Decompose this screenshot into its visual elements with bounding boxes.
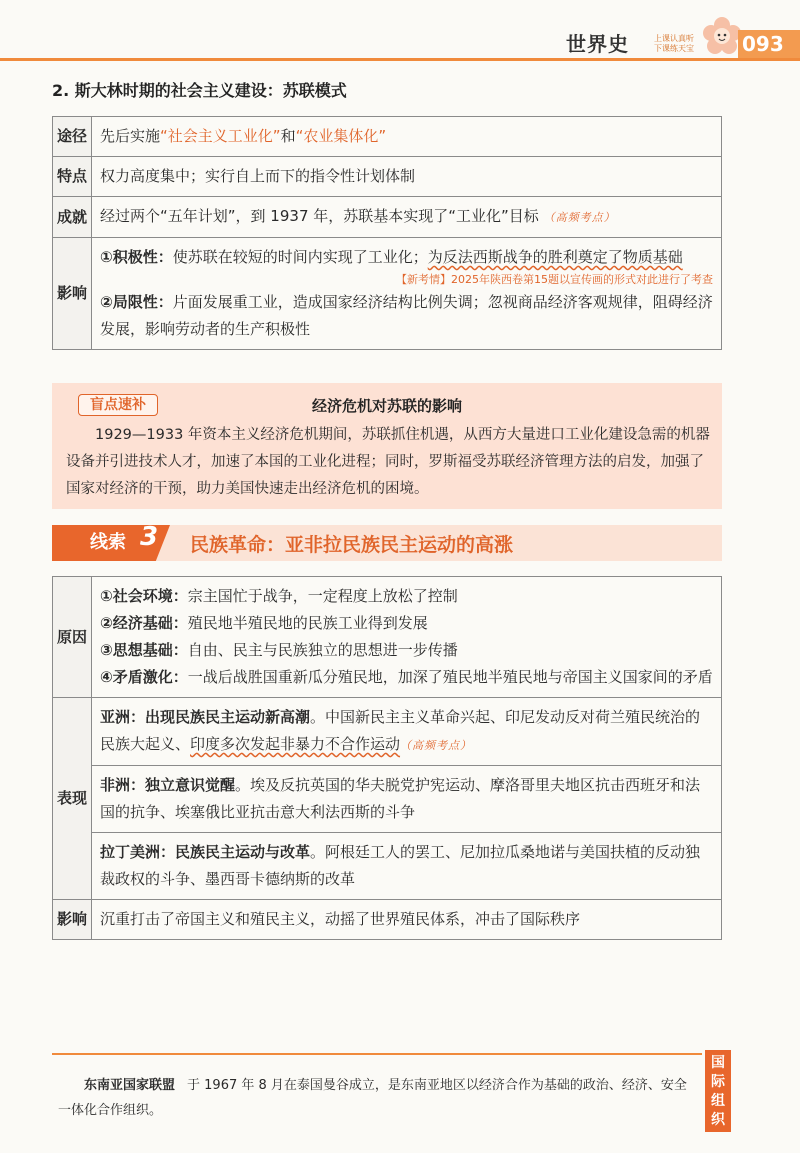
header-divider: [0, 58, 800, 61]
path-pre: 先后实施: [100, 127, 161, 145]
negative-text: 片面发展重工业，造成国家经济结构比例失调；忽视商品经济客观规律，阻碍经济发展，影响劳动者的生产积极性: [100, 293, 713, 338]
header-slogan-line2: 下课练天宝: [654, 44, 694, 53]
table-row: [53, 766, 722, 833]
cause-item-title: ③思想基础：: [100, 641, 188, 659]
positive-title: ①积极性：: [100, 248, 173, 266]
row-content-feature: 权力高度集中；实行自上而下的指令性计划体制: [92, 157, 722, 197]
achievement-text: 经过两个“五年计划”，到 1937 年，苏联基本实现了“工业化”目标: [100, 207, 539, 225]
knowledge-box-title: 经济危机对苏联的影响: [311, 397, 462, 415]
table-row: [53, 197, 722, 238]
cause-item: [100, 664, 713, 691]
latin-text: 。阿根廷工人的罢工、尼加拉瓜桑地诺与美国扶植的反动独裁政权的斗争、墨西哥卡德纳斯的改革: [100, 843, 701, 888]
path-term1: “社会主义工业化”: [160, 127, 281, 145]
cause-item-text: 殖民地半殖民地的民族工业得到发展: [187, 614, 428, 632]
cause-item: [100, 610, 713, 637]
africa-title: 非洲：独立意识觉醒: [100, 776, 236, 794]
clue-title: 民族革命：亚非拉民族民主运动的高涨: [190, 534, 514, 556]
impact-negative: [100, 289, 713, 343]
cause-item: [100, 637, 713, 664]
cause-item-title: ②经济基础：: [100, 614, 188, 632]
row-content-cause: [92, 577, 722, 698]
path-mid: 和: [280, 127, 296, 145]
cause-item-text: 自由、民主与民族独立的思想进一步传播: [187, 641, 458, 659]
asia-underlined: 印度多次发起非暴力不合作运动: [190, 735, 401, 753]
header-subject: 世界史: [566, 32, 629, 56]
asia-text: 。中国新民主主义革命兴起、印尼发动反对荷兰殖民统治的民族大起义、: [100, 708, 701, 753]
cause-item-title: ④矛盾激化：: [100, 668, 188, 686]
row-content-impact: [92, 238, 722, 350]
cause-item: [100, 583, 713, 610]
positive-text2: 为反法西斯战争的胜利奠定了物质基础: [427, 248, 683, 266]
cause-item-text: 一战后战胜国重新瓜分殖民地，加深了殖民地半殖民地与帝国主义国家间的矛盾: [187, 668, 713, 686]
negative-title: ②局限性：: [100, 293, 173, 311]
africa-text: 。埃及反抗英国的华夫脱党护宪运动、摩洛哥里夫地区抗击西班牙和法国的抗争、埃塞俄比亚抗击意大利法西斯的斗争: [100, 776, 701, 821]
header-slogan-line1: 上课认真听: [654, 34, 694, 43]
footer-note: [58, 1073, 698, 1123]
footer-divider: [52, 1053, 702, 1055]
row-label-performance: 表现: [53, 698, 92, 900]
path-term2: “农业集体化”: [295, 127, 387, 145]
cause-item-text: 宗主国忙于战争，一定程度上放松了控制: [187, 587, 458, 605]
row-content-achievement: [92, 197, 722, 238]
knowledge-box-badge: 盲点速补: [78, 394, 158, 416]
knowledge-box-text: 1929—1933 年资本主义经济危机期间，苏联抓住机遇，从西方大量进口工业化建设急需的机器设备并引进技术人才，加速了本国的工业化进程；同时，罗斯福受苏联经济管理方法的启发，加强了国家对经济的干预，助力美国快速走出经济危机的困境。: [66, 427, 710, 497]
row-label-achievement: 成就: [53, 197, 92, 238]
clue-number: 3: [140, 522, 159, 552]
row-content-africa: [92, 766, 722, 833]
high-frequency-tag: （高频考点）: [543, 211, 616, 224]
row-label-path: 途径: [53, 117, 92, 157]
page-number: 093: [742, 32, 784, 56]
table-row: [53, 900, 722, 940]
row-label-impact2: 影响: [53, 900, 92, 940]
cause-item-title: ①社会环境：: [100, 587, 188, 605]
footer-text: 于 1967 年 8 月在泰国曼谷成立，是东南亚地区以经济合作为基础的政治、经济、安全一体化合作组织。: [58, 1078, 687, 1118]
latin-title: 拉丁美洲：民族民主运动与改革: [100, 843, 311, 861]
exam-note: 【新考情】2025年陕西卷第15题以宣传画的形式对此进行了考查: [396, 273, 713, 286]
row-label-feature: 特点: [53, 157, 92, 197]
table-row: [53, 698, 722, 766]
row-content-path: [92, 117, 722, 157]
row-label-impact: 影响: [53, 238, 92, 350]
asia-title: 亚洲：出现民族民主运动新高潮: [100, 708, 311, 726]
table-row: [53, 577, 722, 698]
soviet-model-table: [52, 116, 722, 350]
section-title: 2. 斯大林时期的社会主义建设：苏联模式: [52, 81, 347, 100]
row-label-cause: 原因: [53, 577, 92, 698]
footer-side-tab: 国际组织: [705, 1050, 731, 1132]
row-content-latin-america: [92, 833, 722, 900]
clue-label: 线索: [90, 532, 126, 553]
table-row: [53, 238, 722, 350]
flower-mascot-icon: [702, 16, 742, 56]
header-slogan: [648, 34, 700, 54]
impact-positive: [100, 244, 713, 271]
national-movement-table: [52, 576, 722, 940]
positive-text1: 使苏联在较短的时间内实现了工业化；: [172, 248, 428, 266]
row-content-asia: [92, 698, 722, 766]
table-row: [53, 833, 722, 900]
table-row: [53, 157, 722, 197]
table-row: [53, 117, 722, 157]
row-content-impact2: 沉重打击了帝国主义和殖民主义，动摇了世界殖民体系，冲击了国际秩序: [92, 900, 722, 940]
high-frequency-tag: （高频考点）: [400, 739, 473, 752]
footer-term: 东南亚国家联盟: [84, 1078, 176, 1093]
